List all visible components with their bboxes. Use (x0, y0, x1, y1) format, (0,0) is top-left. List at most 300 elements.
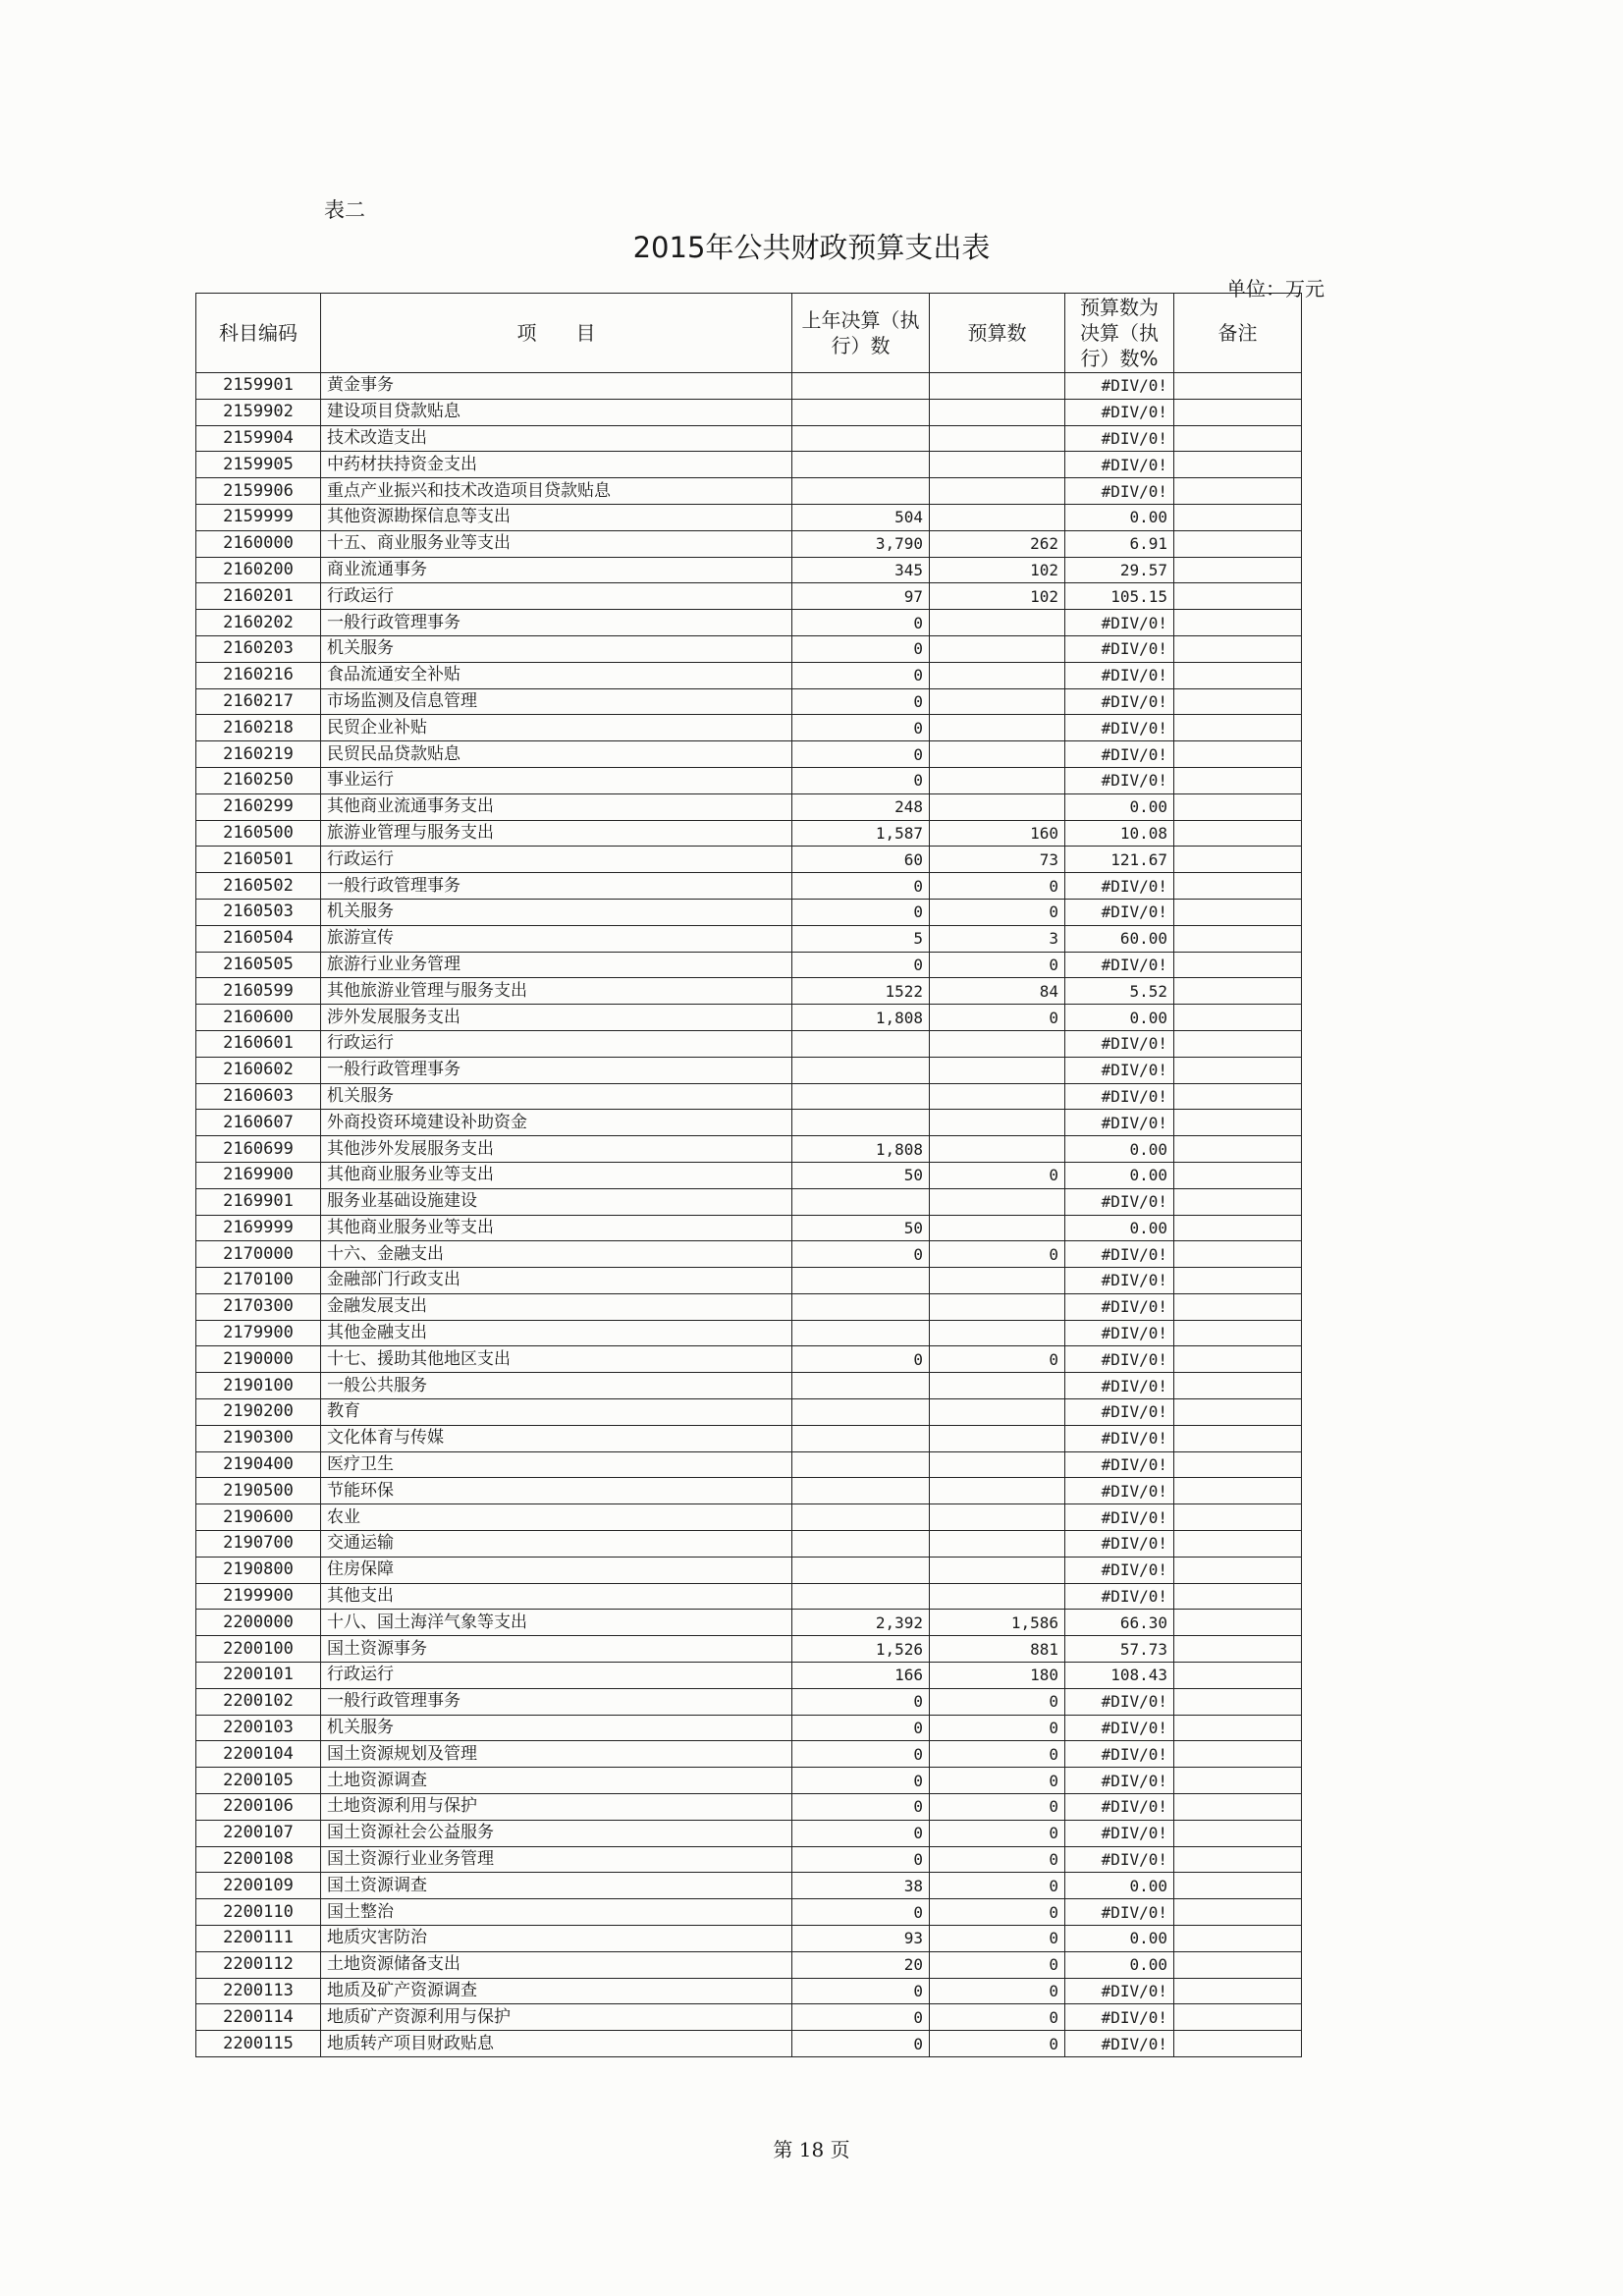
cell-pct: #DIV/0! (1065, 952, 1174, 978)
cell-name: 土地资源调查 (321, 1768, 792, 1794)
cell-prev: 0 (792, 635, 930, 662)
cell-pct: 60.00 (1065, 925, 1174, 952)
cell-budget (930, 1320, 1065, 1346)
cell-prev (792, 1451, 930, 1478)
cell-prev: 0 (792, 662, 930, 688)
cell-name: 民贸企业补贴 (321, 715, 792, 741)
cell-code: 2160203 (196, 635, 321, 662)
cell-note (1174, 741, 1302, 768)
cell-budget (930, 425, 1065, 452)
cell-note (1174, 1768, 1302, 1794)
cell-note (1174, 1399, 1302, 1426)
table-row (196, 373, 1302, 400)
table-row (196, 1293, 1302, 1320)
table-row (196, 2004, 1302, 2031)
cell-code: 2159904 (196, 425, 321, 452)
cell-name: 行政运行 (321, 583, 792, 610)
cell-pct: #DIV/0! (1065, 478, 1174, 505)
cell-prev: 1,526 (792, 1636, 930, 1663)
cell-note (1174, 1110, 1302, 1136)
cell-code: 2160600 (196, 1005, 321, 1031)
cell-budget: 0 (930, 1346, 1065, 1373)
cell-pct: 0.00 (1065, 1136, 1174, 1163)
cell-pct: #DIV/0! (1065, 1504, 1174, 1531)
cell-note (1174, 1162, 1302, 1188)
cell-prev: 0 (792, 1346, 930, 1373)
table-row (196, 1899, 1302, 1926)
cell-budget (930, 688, 1065, 715)
cell-pct: #DIV/0! (1065, 425, 1174, 452)
cell-budget: 0 (930, 1926, 1065, 1952)
table-row (196, 1741, 1302, 1768)
cell-code: 2190300 (196, 1425, 321, 1451)
cell-pct: 5.52 (1065, 978, 1174, 1005)
cell-code: 2190500 (196, 1478, 321, 1504)
table-row (196, 530, 1302, 557)
cell-code: 2160201 (196, 583, 321, 610)
table-row (196, 1215, 1302, 1241)
cell-code: 2160216 (196, 662, 321, 688)
table-row (196, 715, 1302, 741)
cell-pct: #DIV/0! (1065, 688, 1174, 715)
cell-budget: 0 (930, 1899, 1065, 1926)
col-header-prev: 上年决算（执行）数 (792, 294, 930, 373)
cell-name: 旅游宣传 (321, 925, 792, 952)
cell-code: 2170100 (196, 1268, 321, 1294)
cell-code: 2200108 (196, 1846, 321, 1873)
cell-prev: 0 (792, 1899, 930, 1926)
cell-name: 其他商业服务业等支出 (321, 1215, 792, 1241)
cell-prev (792, 452, 930, 478)
col-header-pct: 预算数为决算（执行）数% (1065, 294, 1174, 373)
cell-prev (792, 1504, 930, 1531)
cell-prev (792, 1083, 930, 1110)
table-row (196, 1531, 1302, 1558)
cell-pct: #DIV/0! (1065, 767, 1174, 793)
cell-note (1174, 1636, 1302, 1663)
table-row (196, 1162, 1302, 1188)
cell-prev (792, 1268, 930, 1294)
cell-note (1174, 820, 1302, 847)
cell-name: 民贸民品贷款贴息 (321, 741, 792, 768)
cell-code: 2200000 (196, 1610, 321, 1636)
table-row (196, 1768, 1302, 1794)
cell-pct: #DIV/0! (1065, 1030, 1174, 1057)
cell-note (1174, 1794, 1302, 1821)
cell-code: 2160200 (196, 557, 321, 583)
cell-note (1174, 1846, 1302, 1873)
table-row (196, 1951, 1302, 1978)
cell-name: 文化体育与传媒 (321, 1425, 792, 1451)
table-row (196, 1636, 1302, 1663)
cell-name: 市场监测及信息管理 (321, 688, 792, 715)
cell-pct: #DIV/0! (1065, 1846, 1174, 1873)
cell-name: 十六、金融支出 (321, 1241, 792, 1268)
table-row (196, 1688, 1302, 1715)
cell-note (1174, 1610, 1302, 1636)
cell-prev (792, 1373, 930, 1399)
cell-budget: 180 (930, 1663, 1065, 1689)
cell-budget (930, 1531, 1065, 1558)
cell-name: 其他商业服务业等支出 (321, 1162, 792, 1188)
cell-code: 2200102 (196, 1688, 321, 1715)
cell-budget: 0 (930, 1688, 1065, 1715)
cell-note (1174, 635, 1302, 662)
table-row (196, 1926, 1302, 1952)
table-row (196, 1136, 1302, 1163)
cell-note (1174, 1504, 1302, 1531)
cell-name: 其他资源勘探信息等支出 (321, 504, 792, 530)
cell-prev (792, 1531, 930, 1558)
cell-name: 涉外发展服务支出 (321, 1005, 792, 1031)
cell-budget: 160 (930, 820, 1065, 847)
cell-prev: 166 (792, 1663, 930, 1689)
cell-note (1174, 610, 1302, 636)
cell-pct: 6.91 (1065, 530, 1174, 557)
cell-prev: 0 (792, 1768, 930, 1794)
cell-pct: 0.00 (1065, 1162, 1174, 1188)
cell-budget: 0 (930, 1005, 1065, 1031)
cell-note (1174, 425, 1302, 452)
table-header (196, 294, 1302, 373)
cell-prev: 3,790 (792, 530, 930, 557)
cell-prev: 38 (792, 1873, 930, 1899)
cell-budget: 102 (930, 557, 1065, 583)
cell-code: 2160607 (196, 1110, 321, 1136)
cell-note (1174, 1951, 1302, 1978)
cell-note (1174, 1583, 1302, 1610)
cell-name: 十七、援助其他地区支出 (321, 1346, 792, 1373)
cell-pct: #DIV/0! (1065, 452, 1174, 478)
cell-note (1174, 373, 1302, 400)
cell-prev (792, 1425, 930, 1451)
cell-code: 2160502 (196, 873, 321, 900)
col-header-note: 备注 (1174, 294, 1302, 373)
table-row (196, 583, 1302, 610)
table-row (196, 1188, 1302, 1215)
cell-pct: #DIV/0! (1065, 1057, 1174, 1083)
cell-name: 十八、国土海洋气象等支出 (321, 1610, 792, 1636)
cell-pct: #DIV/0! (1065, 899, 1174, 925)
cell-pct: #DIV/0! (1065, 741, 1174, 768)
cell-pct: 0.00 (1065, 793, 1174, 820)
cell-code: 2200110 (196, 1899, 321, 1926)
cell-budget: 0 (930, 1768, 1065, 1794)
cell-note (1174, 1741, 1302, 1768)
cell-budget (930, 635, 1065, 662)
table-row (196, 1320, 1302, 1346)
cell-note (1174, 1531, 1302, 1558)
cell-pct: #DIV/0! (1065, 1557, 1174, 1583)
cell-name: 农业 (321, 1504, 792, 1531)
cell-note (1174, 478, 1302, 505)
cell-name: 金融发展支出 (321, 1293, 792, 1320)
table-row (196, 1846, 1302, 1873)
cell-budget (930, 1030, 1065, 1057)
cell-code: 2190200 (196, 1399, 321, 1426)
table-row (196, 925, 1302, 952)
cell-budget (930, 1557, 1065, 1583)
table-row (196, 793, 1302, 820)
cell-prev: 248 (792, 793, 930, 820)
cell-budget (930, 1293, 1065, 1320)
table-row (196, 767, 1302, 793)
cell-pct: #DIV/0! (1065, 1451, 1174, 1478)
cell-note (1174, 899, 1302, 925)
cell-pct: #DIV/0! (1065, 1268, 1174, 1294)
cell-prev (792, 1057, 930, 1083)
cell-note (1174, 1451, 1302, 1478)
cell-code: 2170300 (196, 1293, 321, 1320)
cell-pct: 105.15 (1065, 583, 1174, 610)
cell-name: 重点产业振兴和技术改造项目贷款贴息 (321, 478, 792, 505)
cell-code: 2159901 (196, 373, 321, 400)
cell-pct: #DIV/0! (1065, 2004, 1174, 2031)
cell-note (1174, 1005, 1302, 1031)
cell-name: 技术改造支出 (321, 425, 792, 452)
cell-pct: #DIV/0! (1065, 1531, 1174, 1558)
cell-name: 一般行政管理事务 (321, 873, 792, 900)
cell-budget (930, 452, 1065, 478)
cell-code: 2160599 (196, 978, 321, 1005)
cell-note (1174, 978, 1302, 1005)
cell-budget: 881 (930, 1636, 1065, 1663)
table-row (196, 1268, 1302, 1294)
cell-name: 中药材扶持资金支出 (321, 452, 792, 478)
cell-code: 2169901 (196, 1188, 321, 1215)
cell-code: 2159905 (196, 452, 321, 478)
cell-code: 2190100 (196, 1373, 321, 1399)
cell-prev: 0 (792, 1794, 930, 1821)
cell-code: 2160500 (196, 820, 321, 847)
cell-prev (792, 1030, 930, 1057)
cell-budget: 0 (930, 899, 1065, 925)
table-row (196, 1478, 1302, 1504)
cell-pct: #DIV/0! (1065, 1978, 1174, 2004)
table-row (196, 873, 1302, 900)
cell-code: 2199900 (196, 1583, 321, 1610)
cell-budget: 0 (930, 952, 1065, 978)
cell-note (1174, 1899, 1302, 1926)
cell-name: 一般行政管理事务 (321, 610, 792, 636)
cell-code: 2160299 (196, 793, 321, 820)
table-row (196, 847, 1302, 873)
cell-prev (792, 425, 930, 452)
table-row (196, 1873, 1302, 1899)
table-row (196, 1794, 1302, 1821)
cell-pct: 0.00 (1065, 1005, 1174, 1031)
table-row (196, 1504, 1302, 1531)
cell-name: 教育 (321, 1399, 792, 1426)
cell-name: 国土资源行业业务管理 (321, 1846, 792, 1873)
cell-budget: 0 (930, 1820, 1065, 1846)
table-row (196, 635, 1302, 662)
cell-pct: 0.00 (1065, 1926, 1174, 1952)
cell-note (1174, 1215, 1302, 1241)
table-row (196, 1241, 1302, 1268)
cell-pct: #DIV/0! (1065, 1293, 1174, 1320)
cell-prev: 60 (792, 847, 930, 873)
cell-note (1174, 1293, 1302, 1320)
cell-pct: 121.67 (1065, 847, 1174, 873)
cell-pct: #DIV/0! (1065, 373, 1174, 400)
cell-name: 机关服务 (321, 635, 792, 662)
cell-note (1174, 1425, 1302, 1451)
cell-name: 地质矿产资源利用与保护 (321, 2004, 792, 2031)
cell-note (1174, 715, 1302, 741)
cell-name: 行政运行 (321, 1030, 792, 1057)
table-row (196, 1030, 1302, 1057)
cell-name: 建设项目贷款贴息 (321, 399, 792, 425)
cell-budget: 73 (930, 847, 1065, 873)
table-row (196, 952, 1302, 978)
cell-pct: #DIV/0! (1065, 1794, 1174, 1821)
cell-pct: 108.43 (1065, 1663, 1174, 1689)
cell-note (1174, 557, 1302, 583)
table-row (196, 610, 1302, 636)
table-row (196, 820, 1302, 847)
cell-budget (930, 373, 1065, 400)
cell-prev: 50 (792, 1162, 930, 1188)
table-row (196, 1005, 1302, 1031)
table-row (196, 1057, 1302, 1083)
cell-pct: #DIV/0! (1065, 1399, 1174, 1426)
cell-budget: 0 (930, 1162, 1065, 1188)
cell-prev: 0 (792, 688, 930, 715)
cell-prev: 0 (792, 1820, 930, 1846)
cell-budget (930, 1215, 1065, 1241)
cell-note (1174, 952, 1302, 978)
cell-code: 2200113 (196, 1978, 321, 2004)
cell-budget (930, 1478, 1065, 1504)
cell-budget (930, 1504, 1065, 1531)
cell-pct: #DIV/0! (1065, 2031, 1174, 2057)
cell-code: 2190600 (196, 1504, 321, 1531)
cell-prev: 0 (792, 2031, 930, 2057)
cell-prev: 0 (792, 741, 930, 768)
cell-code: 2159906 (196, 478, 321, 505)
cell-name: 地质转产项目财政贴息 (321, 2031, 792, 2057)
cell-code: 2200101 (196, 1663, 321, 1689)
cell-pct: 0.00 (1065, 1215, 1174, 1241)
cell-prev (792, 1293, 930, 1320)
cell-budget (930, 1399, 1065, 1426)
cell-budget: 102 (930, 583, 1065, 610)
cell-budget (930, 1451, 1065, 1478)
cell-prev (792, 478, 930, 505)
cell-prev: 504 (792, 504, 930, 530)
cell-pct: 57.73 (1065, 1636, 1174, 1663)
cell-pct: #DIV/0! (1065, 1583, 1174, 1610)
cell-code: 2160503 (196, 899, 321, 925)
cell-prev: 1,587 (792, 820, 930, 847)
cell-name: 其他旅游业管理与服务支出 (321, 978, 792, 1005)
cell-name: 国土资源事务 (321, 1636, 792, 1663)
cell-name: 机关服务 (321, 1083, 792, 1110)
cell-code: 2160000 (196, 530, 321, 557)
cell-code: 2170000 (196, 1241, 321, 1268)
cell-name: 国土整治 (321, 1899, 792, 1926)
cell-code: 2160202 (196, 610, 321, 636)
table-row (196, 1373, 1302, 1399)
cell-pct: #DIV/0! (1065, 1899, 1174, 1926)
cell-prev: 0 (792, 873, 930, 900)
cell-prev: 0 (792, 1978, 930, 2004)
cell-code: 2190000 (196, 1346, 321, 1373)
cell-budget (930, 504, 1065, 530)
cell-note (1174, 1136, 1302, 1163)
cell-name: 机关服务 (321, 1715, 792, 1741)
cell-code: 2160218 (196, 715, 321, 741)
col-header-code: 科目编码 (196, 294, 321, 373)
cell-prev (792, 1110, 930, 1136)
cell-prev: 93 (792, 1926, 930, 1952)
cell-prev: 345 (792, 557, 930, 583)
cell-pct: #DIV/0! (1065, 1373, 1174, 1399)
cell-budget: 3 (930, 925, 1065, 952)
cell-prev: 5 (792, 925, 930, 952)
cell-budget (930, 715, 1065, 741)
cell-note (1174, 1688, 1302, 1715)
table-row (196, 1820, 1302, 1846)
cell-note (1174, 1663, 1302, 1689)
cell-code: 2159902 (196, 399, 321, 425)
cell-budget: 0 (930, 1951, 1065, 1978)
table-row (196, 1110, 1302, 1136)
cell-name: 节能环保 (321, 1478, 792, 1504)
cell-note (1174, 1057, 1302, 1083)
cell-code: 2200106 (196, 1794, 321, 1821)
cell-prev: 0 (792, 767, 930, 793)
cell-code: 2200111 (196, 1926, 321, 1952)
cell-note (1174, 1557, 1302, 1583)
cell-budget: 0 (930, 2004, 1065, 2031)
cell-budget (930, 1268, 1065, 1294)
cell-code: 2179900 (196, 1320, 321, 1346)
table-row (196, 688, 1302, 715)
cell-pct: 29.57 (1065, 557, 1174, 583)
cell-budget: 0 (930, 1794, 1065, 1821)
cell-code: 2160603 (196, 1083, 321, 1110)
cell-note (1174, 662, 1302, 688)
cell-note (1174, 1030, 1302, 1057)
cell-budget: 262 (930, 530, 1065, 557)
cell-note (1174, 925, 1302, 952)
cell-budget (930, 1425, 1065, 1451)
cell-name: 地质及矿产资源调查 (321, 1978, 792, 2004)
cell-note (1174, 873, 1302, 900)
table-label: 表二 (324, 198, 365, 222)
cell-code: 2160501 (196, 847, 321, 873)
cell-prev: 0 (792, 610, 930, 636)
cell-note (1174, 688, 1302, 715)
cell-prev: 2,392 (792, 1610, 930, 1636)
table-row (196, 557, 1302, 583)
cell-pct: #DIV/0! (1065, 399, 1174, 425)
cell-code: 2200107 (196, 1820, 321, 1846)
table-row (196, 1425, 1302, 1451)
cell-prev: 0 (792, 715, 930, 741)
cell-pct: #DIV/0! (1065, 1083, 1174, 1110)
cell-note (1174, 1478, 1302, 1504)
cell-name: 其他金融支出 (321, 1320, 792, 1346)
cell-code: 2190800 (196, 1557, 321, 1583)
cell-prev: 0 (792, 1741, 930, 1768)
cell-note (1174, 793, 1302, 820)
table-row (196, 1583, 1302, 1610)
cell-budget (930, 1083, 1065, 1110)
cell-note (1174, 847, 1302, 873)
